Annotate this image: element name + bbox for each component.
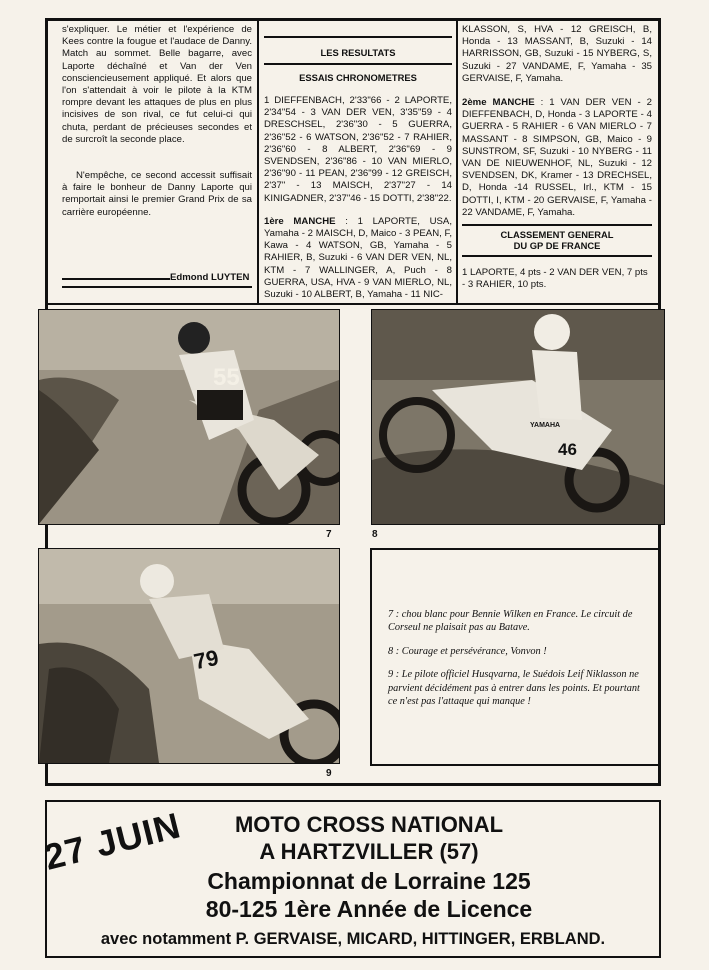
photo-8-brand: YAMAHA bbox=[530, 422, 561, 429]
results-rule-top bbox=[264, 36, 452, 38]
photo-row-marker bbox=[45, 530, 48, 542]
caption-9: 9 : Le pilote officiel Husqvarna, le Suédois Leif Niklasson ne parvient décidément pas à entrer dans les points. Et pourtant ce n'est pas l'attaque qui manque ! bbox=[388, 669, 640, 708]
manche1-continued: KLASSON, S, HVA - 12 GREISCH, B, Honda - 13 MASSANT, B, Suzuki - 14 HARRISSON, GB, Suzuki - 15 NYBERG, S, Suzuki - 27 VANDAME, F, Yamaha - 35 GERVAISE, F, Yamaha. bbox=[462, 24, 652, 84]
classement-rule-bottom bbox=[462, 255, 652, 257]
photo-8-bib: 46 bbox=[558, 440, 577, 459]
ad-line-2: A HARTZVILLER (57) bbox=[259, 839, 479, 864]
results-rule-mid bbox=[264, 63, 452, 65]
photo-9-number: 9 bbox=[326, 768, 332, 779]
article-column bbox=[62, 24, 252, 219]
classement-results: 1 LAPORTE, 4 pts - 2 VAN DER VEN, 7 pts - 3 RAHIER, 10 pts. bbox=[462, 267, 648, 291]
essais-title: ESSAIS CHRONOMETRES bbox=[299, 72, 417, 83]
photo-8-number: 8 bbox=[372, 529, 378, 540]
column-divider-2 bbox=[456, 18, 458, 305]
ad-line-1: MOTO CROSS NATIONAL bbox=[234, 812, 504, 837]
manche2-label: 2ème MANCHE bbox=[462, 97, 535, 109]
manche2-text: : 1 VAN DER VEN - 2 DIEFFENBACH, D, Honda - 3 LAPORTE - 4 GUERRA - 5 RAHIER - 6 VAN MIERLO - 7 MASSANT - 8 SIMPSON, GB, Maico - 9 SUNSTROM, SF, Suzuki - 10 NYBERG - 11 VAN DE NIEUWENHOF, NL, Suzuki - 12 SVENDSEN, DK, Kramer - 13 DRECHSEL, D, Honda -14 RUSSEL, Irl., KTM - 15 DOTTI, I, KTM - 20 GERVAISE, F, Yamaha - 22 VANDAME, F, Yamaha. bbox=[462, 97, 652, 218]
author-name: Edmond LUYTEN bbox=[170, 272, 250, 283]
captions-text bbox=[388, 608, 646, 718]
classement-title-line1: CLASSEMENT GENERAL bbox=[500, 229, 614, 241]
manche1-results bbox=[264, 216, 452, 301]
byline-rule-bottom bbox=[62, 286, 252, 288]
photo-7 bbox=[38, 309, 340, 525]
results-section bbox=[264, 36, 452, 301]
column-divider-1 bbox=[257, 18, 259, 305]
byline-rule bbox=[62, 278, 170, 280]
caption-8: 8 : Courage et persévérance, Vonvon ! bbox=[388, 645, 547, 657]
ad-line-5: avec notamment P. GERVAISE, MICARD, HITTINGER, ERBLAND. bbox=[100, 930, 606, 948]
captions-box bbox=[370, 548, 660, 766]
photo-9-bib: 79 bbox=[191, 644, 221, 675]
photo-9 bbox=[38, 548, 340, 764]
article-paragraph-1: s'expliquer. Le métier et l'expérience de Kees contre la fougue et l'audace de Danny. Match au sommet. Belle bagarre, avec Laporte déchaîné et Van der Ven consciencieusement appliqué. Et alors que l'on s'attendait à voir le pilote à la KTM rompre devant les attaques de plus en plus incisives de son rival, ce fut celui-ci qui chuta, perdant de précieuses secondes et de surcroît la seconde place. bbox=[62, 24, 252, 145]
classement-title-line2: DU GP DE FRANCE bbox=[513, 240, 601, 252]
section-divider bbox=[45, 303, 661, 305]
classement-title bbox=[462, 229, 652, 251]
results-title: LES RESULTATS bbox=[320, 47, 396, 58]
manche1-text: : 1 LAPORTE, USA, Yamaha - 2 MAISCH, D, Maico - 3 PEAN, F, Kawa - 4 WATSON, GB, Yamaha - 5 RAHIER, B, Suzuki - 6 VAN DER VEN, NL, KTM - 7 WALLINGER, A, Puch - 8 GUERRA, USA, HVA - 9 VAN MIERLO, NL, Suzuki - 10 ALBERT, B, Yamaha - 11 NIC- bbox=[264, 215, 452, 301]
classement-rule-top bbox=[462, 224, 652, 226]
photo-7-bib: 55 bbox=[213, 364, 240, 391]
caption-7: 7 : chou blanc pour Bennie Wilken en France. Le circuit de Corseul ne plaisait pas au Batave. bbox=[388, 609, 633, 634]
manche1-label: 1ère MANCHE bbox=[264, 215, 336, 227]
article-paragraph-2: N'empêche, ce second accessit suffisait à faire le bonheur de Danny Laporte qui remportait ainsi le premier Grand Prix de sa carrière européenne. bbox=[62, 170, 252, 218]
ad-line-4: 80-125 1ère Année de Licence bbox=[205, 896, 533, 922]
essais-results: 1 DIEFFENBACH, 2'33"66 - 2 LAPORTE, 2'34"54 - 3 VAN DER VEN, 3'35"59 - 4 DRESCHSEL, 2'36"30 - 5 GUERRA, 2'36"52 - 6 WATSON, 2'36"52 - 7 RAHIER, 2'36"60 - 8 ALBERT, 2'36"69 - 9 SVENDSEN, 2'36"86 - 10 VAN MIERLO, 2'36"90 - 11 PEAN, 2'36"99 - 12 GREISCH, 2'37" - 13 MAISCH, 2'37"27 - 14 KINIGADNER, 2'37"46 - 15 DOTTI, 2'38"22. bbox=[264, 95, 452, 204]
results-continued bbox=[462, 24, 652, 291]
manche2-results bbox=[462, 97, 652, 219]
author-byline bbox=[62, 272, 252, 288]
ad-line-3: Championnat de Lorraine 125 bbox=[207, 868, 531, 894]
ad-date: 27 JUIN bbox=[40, 804, 185, 878]
photo-8 bbox=[371, 309, 665, 525]
photo-7-number: 7 bbox=[326, 529, 332, 540]
